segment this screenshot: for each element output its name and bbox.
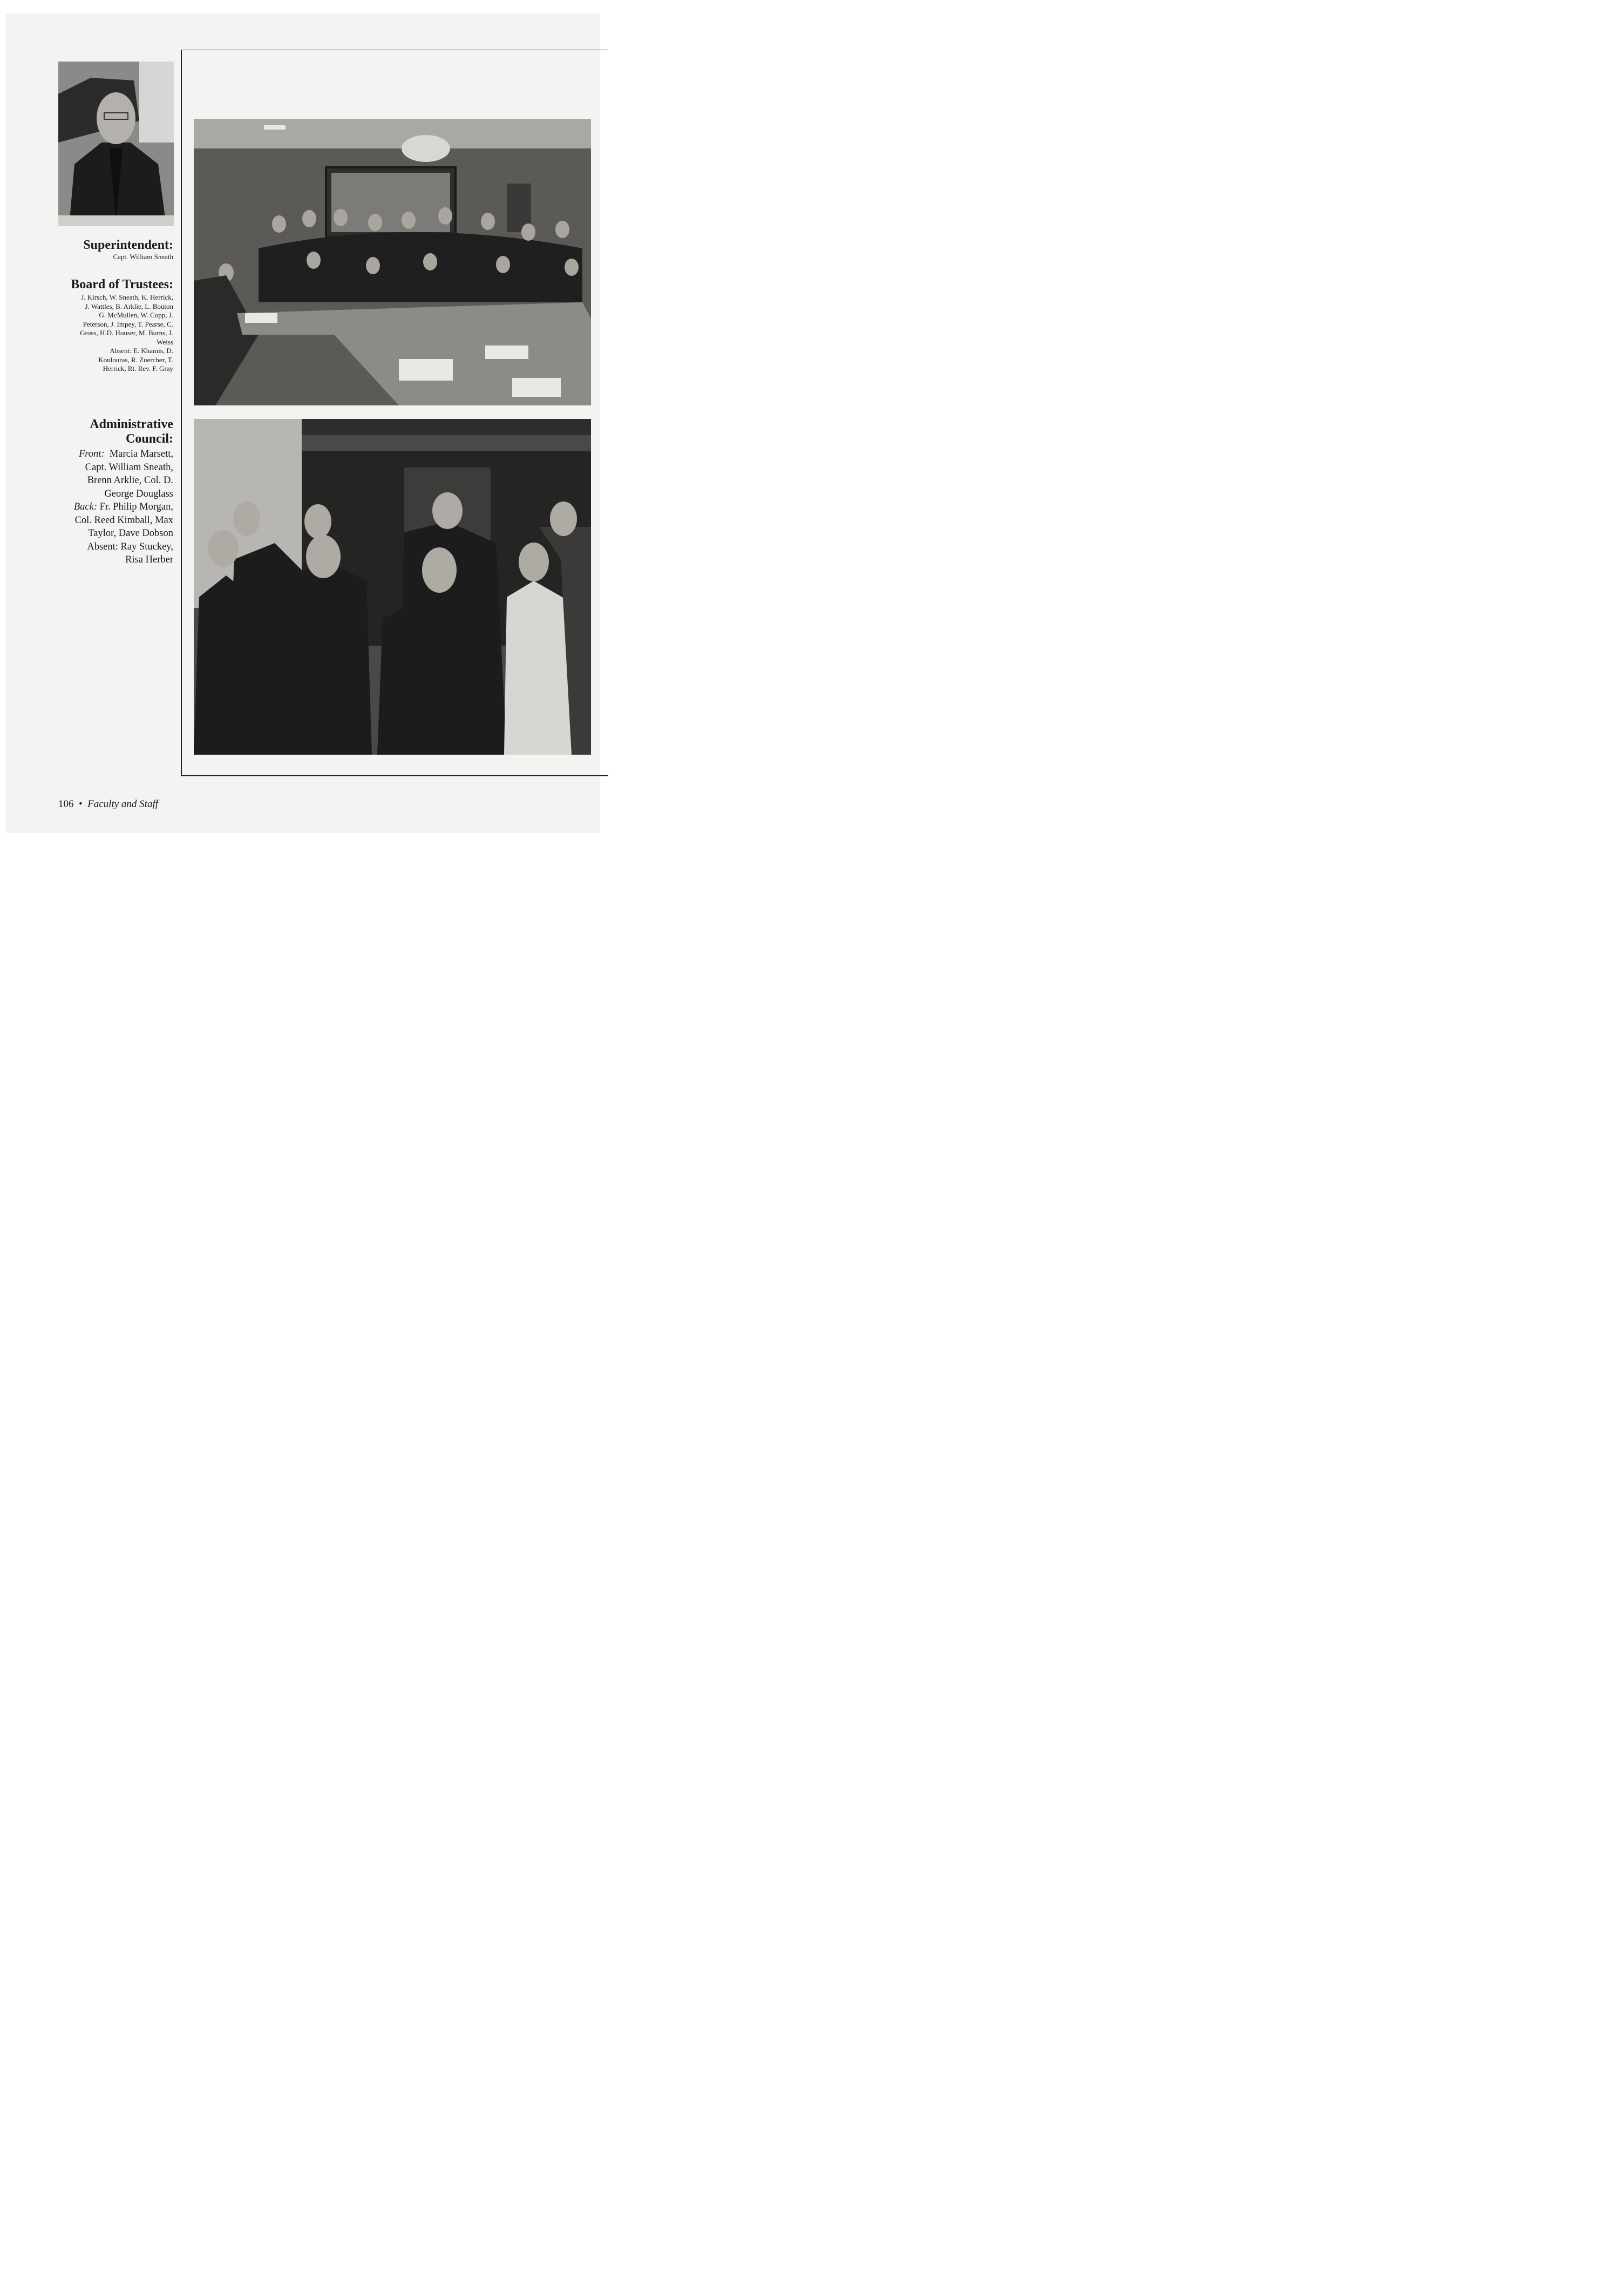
council-heading-line-2: Council: xyxy=(125,432,173,446)
board-member-line: G. McMullen, W. Copp, J. xyxy=(99,311,173,319)
board-absent-line: Absent: E. Khamis, D. xyxy=(110,347,173,355)
board-absent-line: Koulouras, R. Zuercher, T. xyxy=(98,355,173,364)
council-caption xyxy=(74,417,173,567)
council-front-line: Brenn Arklie, Col. D. xyxy=(87,475,173,486)
back-label: Back: xyxy=(73,502,97,512)
council-front-line xyxy=(74,448,173,461)
board-member-line: J. Wattles, B. Arklie, L. Bouton xyxy=(85,302,173,310)
front-first-name: Marcia Marsett, xyxy=(109,449,173,459)
superintendent-portrait-photo xyxy=(58,62,174,226)
superintendent-name: Capt. William Sneath xyxy=(113,253,173,261)
superintendent-caption xyxy=(83,238,173,262)
board-caption xyxy=(71,277,173,374)
page-footer xyxy=(58,798,158,810)
council-back-line: Col. Reed Kimball, Max xyxy=(74,514,173,526)
council-absent-line: Risa Herber xyxy=(125,554,173,565)
board-member-line: Gross, H.D. Houser, M. Burns, J. xyxy=(80,329,173,337)
board-member-line: J. Kirsch, W. Sneath, K. Herrick, xyxy=(81,293,173,301)
council-front-line: George Douglass xyxy=(104,488,173,499)
board-members-list xyxy=(71,293,173,374)
back-first-name: Fr. Philip Morgan, xyxy=(99,502,173,512)
front-label: Front: xyxy=(78,449,105,459)
council-members-list xyxy=(74,448,173,567)
council-front-line: Capt. William Sneath, xyxy=(85,462,173,473)
superintendent-heading: Superintendent: xyxy=(83,238,173,252)
council-absent-line: Absent: Ray Stuckey, xyxy=(87,541,173,552)
section-title: Faculty and Staff xyxy=(87,798,159,810)
board-member-line: Weiss xyxy=(157,337,173,346)
board-absent-line: Herrick, Rt. Rev. F. Gray xyxy=(103,364,173,372)
board-member-line: Peterson, J. Impey, T. Pearse, C. xyxy=(83,320,173,328)
footer-bullet: • xyxy=(79,798,83,810)
board-heading: Board of Trustees: xyxy=(71,277,173,292)
council-heading-line-1: Administrative xyxy=(90,417,173,431)
page-number: 106 xyxy=(58,798,74,810)
photo-frame xyxy=(181,50,608,776)
council-back-line xyxy=(74,500,173,514)
council-back-line: Taylor, Dave Dobson xyxy=(88,528,173,539)
